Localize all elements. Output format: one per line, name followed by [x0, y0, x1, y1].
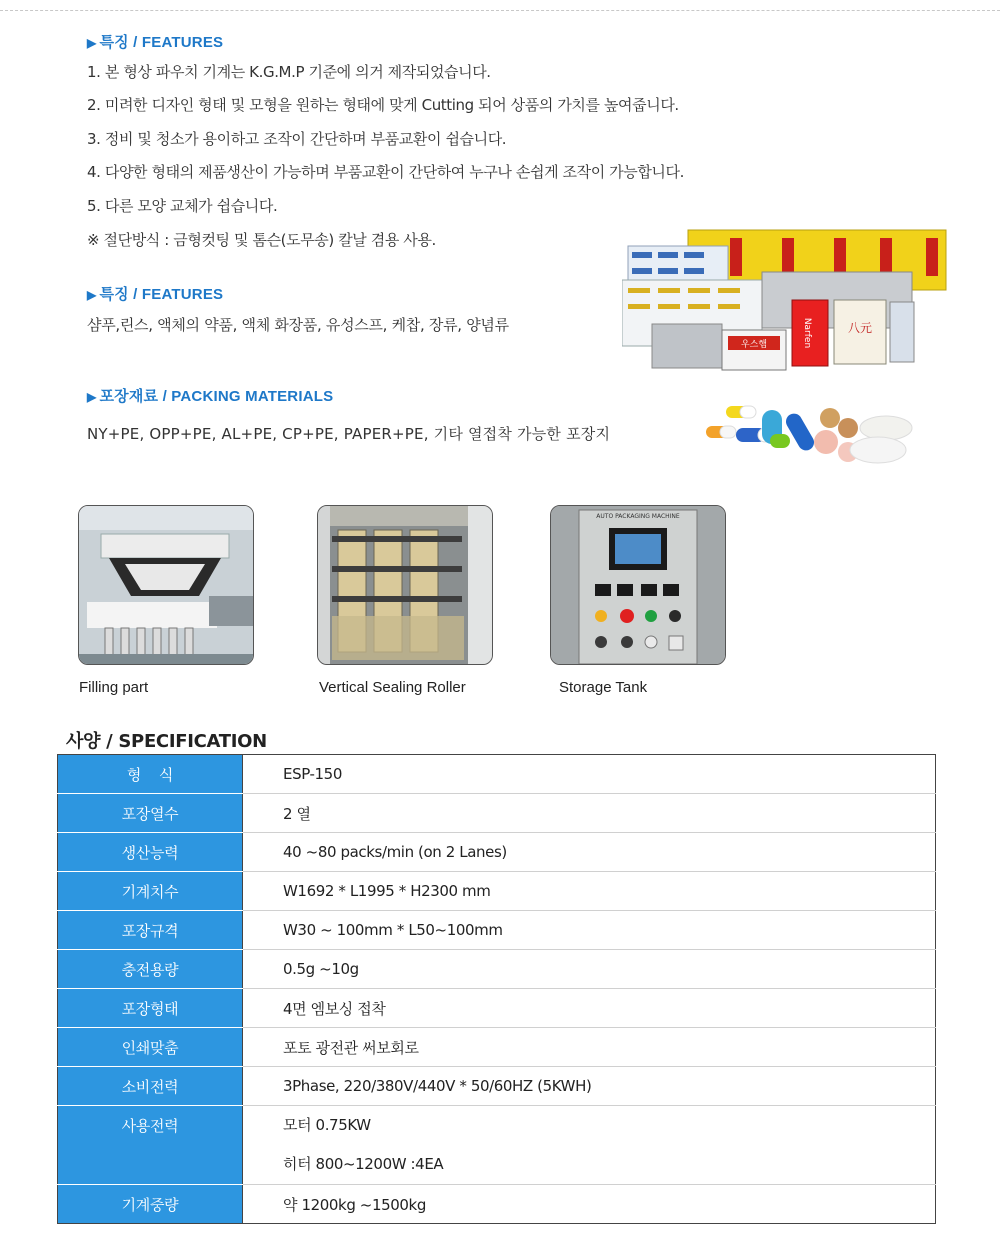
spec-label-weight: 기계중량 [58, 1185, 243, 1224]
features-heading-text: 특징 / FEATURES [99, 34, 224, 51]
feature-line-3: 3. 정비 및 청소가 용이하고 조작이 간단하며 부품교환이 쉽습니다. [87, 130, 507, 148]
spec-row [58, 989, 936, 1028]
spec-value-motor: 모터 0.75KW [283, 1116, 371, 1134]
features-applications-heading-text: 특징 / FEATURES [99, 286, 224, 303]
spec-value-fill-volume: 0.5g ~10g [243, 950, 936, 989]
feature-line-4: 4. 다양한 형태의 제품생산이 가능하며 부품교환이 간단하여 누구나 손쉽게 조작이 가능합니다. [87, 163, 684, 181]
specification-title: 사양 / SPECIFICATION [66, 731, 267, 752]
pouch-sample-label: 우스햄 [740, 340, 768, 350]
spec-label-power-usage: 사용전력 [58, 1106, 243, 1185]
spec-label-power-consumption: 소비전력 [58, 1067, 243, 1106]
spec-label-dimensions: 기계치수 [58, 872, 243, 911]
control-panel-label: AUTO PACKAGING MACHINE [596, 513, 680, 520]
pouch-products-image [622, 228, 948, 376]
spec-row [58, 755, 936, 794]
vertical-sealing-roller-photo [317, 505, 493, 665]
top-dashed-divider [0, 10, 1000, 11]
spec-row [58, 872, 936, 911]
spec-value-pack-size: W30 ~ 100mm * L50~100mm [243, 911, 936, 950]
cutting-method-note: ※ 절단방식 : 금형컷팅 및 톰슨(도무송) 칼날 겸용 사용. [87, 231, 436, 249]
feature-line-5: 5. 다른 모양 교체가 쉽습니다. [87, 197, 278, 215]
packing-materials-text: NY+PE, OPP+PE, AL+PE, CP+PE, PAPER+PE, 기타 열접착 가능한 포장지 [87, 425, 611, 443]
spec-row [58, 1106, 936, 1185]
storage-tank-photo [550, 505, 726, 665]
spec-value-heater: 히터 800~1200W :4EA [283, 1155, 444, 1173]
spec-row [58, 911, 936, 950]
spec-value-print-register: 포토 광전관 써보회로 [243, 1028, 936, 1067]
spec-row [58, 794, 936, 833]
feature-line-2: 2. 미려한 디자인 형태 및 모형을 원하는 형태에 맞게 Cutting 되어 상품의 가치를 높여줍니다. [87, 96, 679, 114]
spec-value-power-usage [243, 1106, 936, 1185]
spec-row [58, 950, 936, 989]
spec-value-model: ESP-150 [243, 755, 936, 794]
spec-value-lanes: 2 열 [243, 794, 936, 833]
spec-row [58, 1185, 936, 1224]
triangle-bullet-icon: ▶ [87, 288, 97, 302]
spec-value-pack-type: 4면 엠보싱 접착 [243, 989, 936, 1028]
spec-label-pack-type: 포장형태 [58, 989, 243, 1028]
capsules-image [700, 400, 920, 468]
triangle-bullet-icon: ▶ [87, 390, 97, 404]
filling-part-photo [78, 505, 254, 665]
triangle-bullet-icon: ▶ [87, 36, 97, 50]
spec-label-print-register: 인쇄맞춤 [58, 1028, 243, 1067]
feature-line-1: 1. 본 형상 파우치 기계는 K.G.M.P 기준에 의거 제작되었습니다. [87, 63, 491, 81]
spec-label-fill-volume: 충전용량 [58, 950, 243, 989]
spec-label-pack-size: 포장규격 [58, 911, 243, 950]
storage-tank-caption: Storage Tank [559, 679, 648, 696]
vertical-sealing-roller-caption: Vertical Sealing Roller [319, 679, 466, 696]
filling-part-caption: Filling part [79, 679, 149, 696]
spec-value-power-consumption: 3Phase, 220/380V/440V * 50/60HZ (5KWH) [243, 1067, 936, 1106]
packing-materials-heading [87, 385, 333, 406]
spec-value-dimensions: W1692 * L1995 * H2300 mm [243, 872, 936, 911]
pouch-herb-label: 八元 [847, 321, 873, 335]
spec-row [58, 833, 936, 872]
packing-materials-heading-text: 포장재료 / PACKING MATERIALS [99, 388, 334, 405]
spec-value-weight: 약 1200kg ~1500kg [283, 1195, 426, 1214]
features-applications-heading [87, 283, 223, 304]
spec-value-capacity: 40 ~80 packs/min (on 2 Lanes) [243, 833, 936, 872]
spec-label-capacity: 생산능력 [58, 833, 243, 872]
spec-row [58, 1028, 936, 1067]
features-heading [87, 31, 223, 52]
spec-label-model: 형 식 [58, 755, 243, 794]
spec-label-lanes: 포장열수 [58, 794, 243, 833]
applications-text: 샴푸,린스, 액체의 약품, 액체 화장품, 유성스프, 케찹, 장류, 양념류 [87, 316, 509, 334]
specification-table [57, 754, 936, 1224]
pouch-brand-label: Narfen [802, 317, 812, 349]
spec-row [58, 1067, 936, 1106]
